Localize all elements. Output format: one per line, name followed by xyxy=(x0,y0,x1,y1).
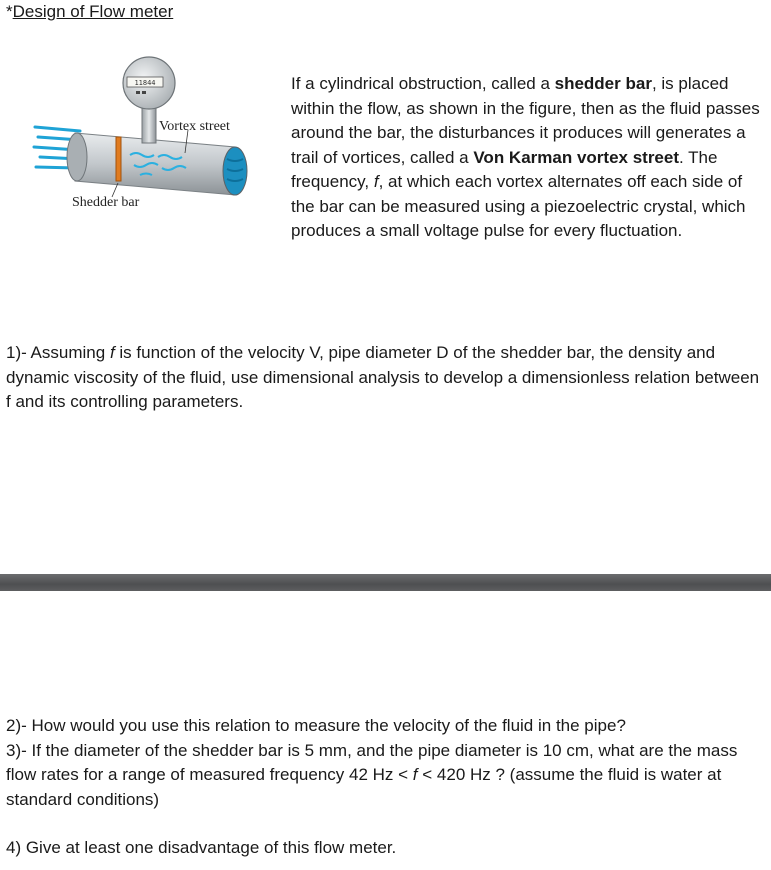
title-text: Design of Flow meter xyxy=(12,2,174,21)
meter-display-value: 11844 xyxy=(134,79,156,87)
q3-symbol-f: f xyxy=(412,765,418,784)
flow-meter-illustration xyxy=(30,55,280,255)
term-shedder-bar: shedder bar xyxy=(554,74,652,93)
question-3 xyxy=(6,739,766,813)
intro-text-1: If a cylindrical obstruction, called a xyxy=(291,74,555,93)
intro-text-4: , at which each vortex alternates off each side of the bar can be measured using a piezoelectric crystal, which produces a small voltage pulse for every fluctuation. xyxy=(291,172,746,240)
symbol-f: f xyxy=(373,172,379,191)
q3-text-a: 3)- If the diameter of the shedder bar is 5 mm, and the pipe diameter is 10 cm, what are the mass flow rates for a range of measured frequency 42 Hz < xyxy=(6,740,738,784)
label-shedder-bar: Shedder bar xyxy=(72,195,140,210)
question-4-text: 4) Give at least one disadvantage of this flow meter. xyxy=(6,838,397,857)
pipe-inlet xyxy=(67,133,87,181)
question-2: 2)- How would you use this relation to measure the velocity of the fluid in the pipe? xyxy=(6,716,626,735)
shedder-bar xyxy=(116,137,121,181)
q3-text-b: < 420 Hz ? (assume the fluid is water at standard conditions) xyxy=(6,765,722,809)
title-asterisk: * xyxy=(6,2,13,21)
page-title xyxy=(6,1,173,23)
label-vortex-street: Vortex street xyxy=(159,119,230,134)
vortex-flow-meter-figure xyxy=(30,55,280,255)
intro-paragraph xyxy=(291,72,766,244)
question-4 xyxy=(6,836,766,861)
questions-2-3 xyxy=(6,714,766,812)
intro-text-2: , is placed within the flow, as shown in the figure, then as the fluid passes around the bar, the disturbances it produces will generates a trail of vortices, called a xyxy=(291,74,760,167)
term-von-karman: Von Karman vortex street xyxy=(473,147,680,167)
q1-text-a: 1)- Assuming xyxy=(6,343,110,362)
intro-text-3: . The frequency, xyxy=(291,147,718,191)
question-1 xyxy=(6,341,766,415)
q1-symbol-f: f xyxy=(109,343,115,362)
q1-text-b: is function of the velocity V, pipe diameter D of the shedder bar, the density and dynamic viscosity of the fluid, use dimensional analysis to develop a dimensionless relation between f and its controlling parameters. xyxy=(6,343,760,411)
page-divider xyxy=(0,574,771,591)
